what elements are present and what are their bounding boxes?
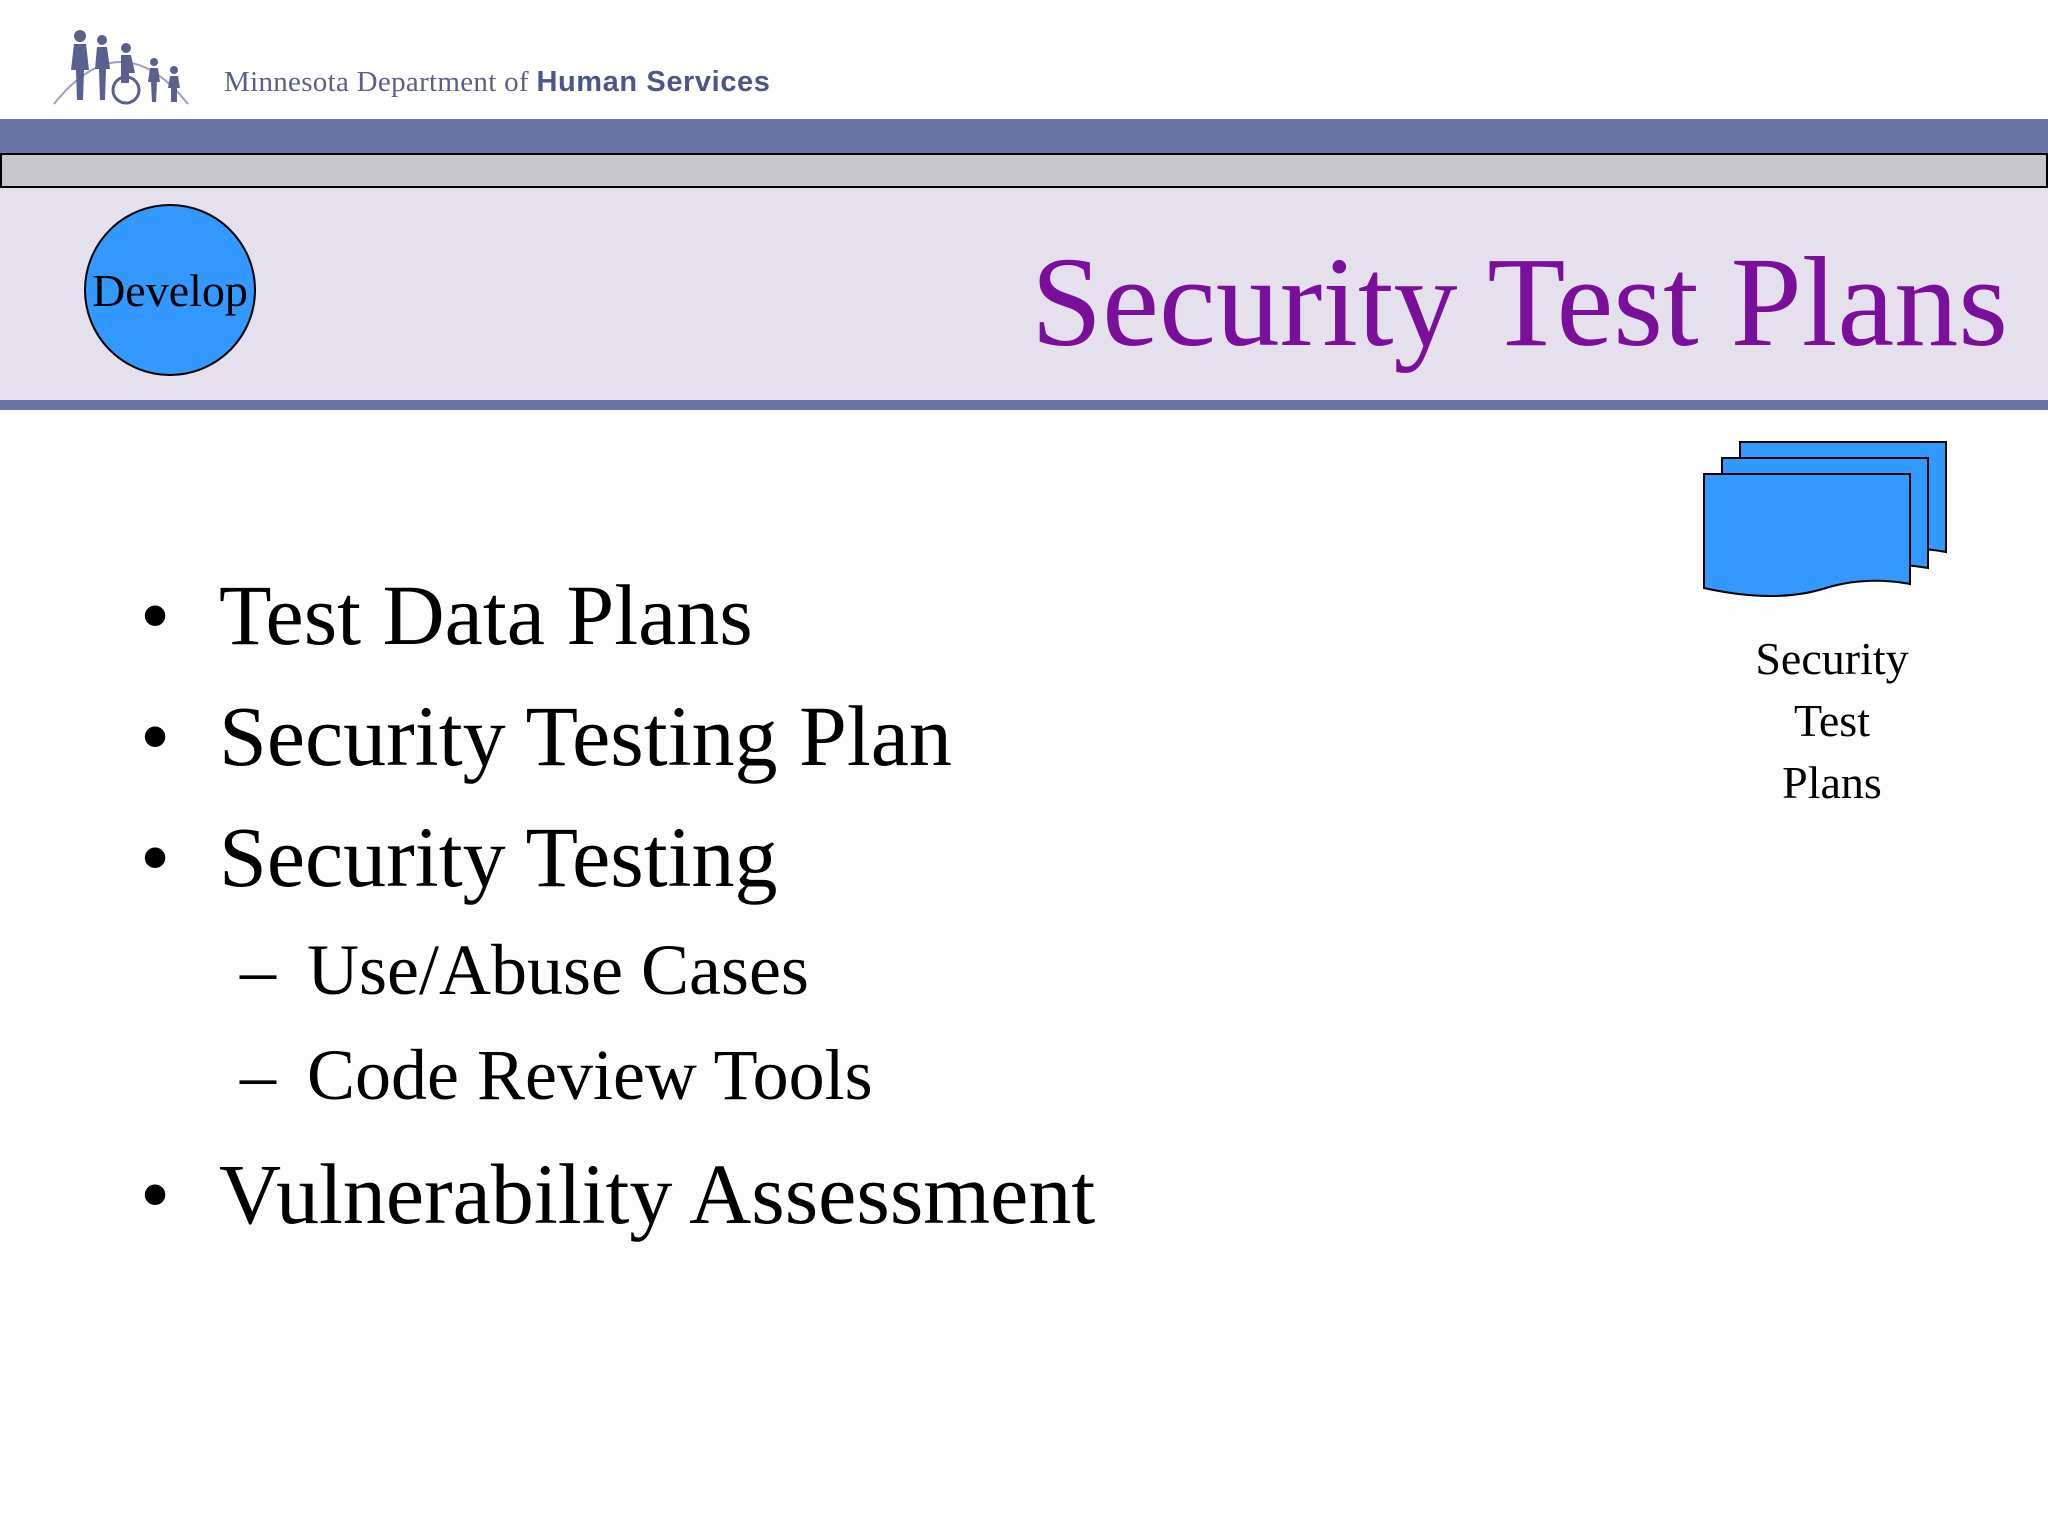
document-label-line: Security <box>1755 633 1909 684</box>
header <box>0 0 2048 119</box>
phase-label: Develop <box>92 264 248 316</box>
header-gray-bar <box>0 153 2048 188</box>
document-icon-label <box>1700 628 1964 814</box>
slide-title: Security Test Plans <box>1030 231 2008 373</box>
sub-bullet-item <box>140 1033 1095 1138</box>
bullet-item <box>140 807 1095 928</box>
bullet-marker: • <box>140 567 171 663</box>
sub-bullet-text: Use/Abuse Cases <box>307 930 809 1010</box>
bullet-marker: • <box>140 688 171 784</box>
sub-bullet-marker: – <box>240 1035 276 1115</box>
bullet-item <box>140 1144 1095 1265</box>
header-band <box>0 119 2048 153</box>
title-rule <box>0 400 2048 410</box>
bullet-text: Vulnerability Assessment <box>219 1146 1096 1242</box>
bullet-item <box>140 686 1095 807</box>
sub-bullet-marker: – <box>240 930 276 1010</box>
sub-bullet-item <box>140 928 1095 1033</box>
family-silhouette-logo-icon <box>50 26 192 106</box>
bullet-marker: • <box>140 809 171 905</box>
sub-bullet-text: Code Review Tools <box>307 1035 873 1115</box>
bullet-list <box>140 565 1095 1265</box>
org-name-prefix: Minnesota Department of <box>224 66 529 98</box>
bullet-item <box>140 565 1095 686</box>
phase-circle <box>84 204 256 376</box>
bullet-text: Test Data Plans <box>219 567 753 663</box>
bullet-marker: • <box>140 1146 171 1242</box>
bullet-text: Security Testing Plan <box>219 688 952 784</box>
document-label-line: Plans <box>1782 757 1882 808</box>
org-name-emphasis: Human Services <box>536 66 771 98</box>
org-name <box>224 66 771 99</box>
bullet-text: Security Testing <box>219 809 778 905</box>
multiple-documents-icon <box>1702 440 1948 620</box>
document-label-line: Test <box>1794 695 1870 746</box>
